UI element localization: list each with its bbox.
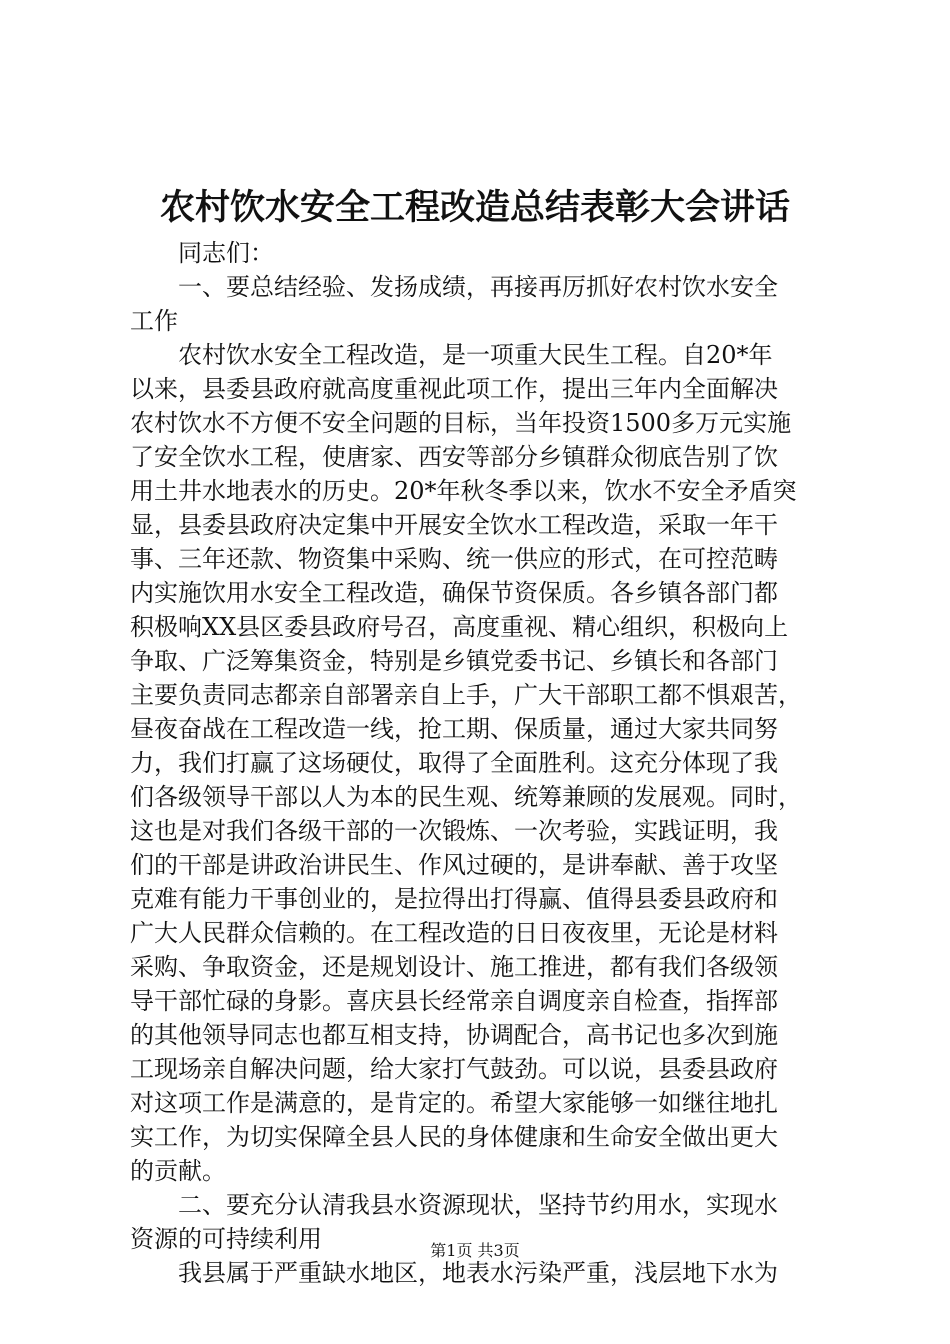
body-line: 们各级领导干部以人为本的民生观、统筹兼顾的发展观。同时， <box>130 783 802 811</box>
body-line: 显，县委县政府决定集中开展安全饮水工程改造，采取一年干 <box>130 511 778 539</box>
body-line: 工作 <box>130 307 178 335</box>
document-body <box>130 236 830 1290</box>
body-line: 内实施饮用水安全工程改造，确保节资保质。各乡镇各部门都 <box>130 579 778 607</box>
body-line: 农村饮水安全工程改造，是一项重大民生工程。自20*年 <box>130 341 773 369</box>
body-line: 主要负责同志都亲自部署亲自上手，广大干部职工都不惧艰苦， <box>130 681 802 709</box>
body-line: 的其他领导同志也都互相支持，协调配合，高书记也多次到施 <box>130 1021 778 1049</box>
body-line: 工现场亲自解决问题，给大家打气鼓劲。可以说，县委县政府 <box>130 1055 778 1083</box>
body-line: 广大人民群众信赖的。在工程改造的日日夜夜里，无论是材料 <box>130 919 778 947</box>
body-line: 的贡献。 <box>130 1157 226 1185</box>
body-line: 对这项工作是满意的，是肯定的。希望大家能够一如继往地扎 <box>130 1089 778 1117</box>
body-line: 采购、争取资金，还是规划设计、施工推进，都有我们各级领 <box>130 953 778 981</box>
body-line: 二、要充分认清我县水资源现状，坚持节约用水，实现水 <box>130 1191 778 1219</box>
body-line: 了安全饮水工程，使唐家、西安等部分乡镇群众彻底告别了饮 <box>130 443 778 471</box>
body-line: 同志们： <box>130 239 274 267</box>
body-line: 实工作，为切实保障全县人民的身体健康和生命安全做出更大 <box>130 1123 778 1151</box>
body-line: 积极响XX县区委县政府号召，高度重视、精心组织，积极向上 <box>130 613 789 641</box>
document-title: 农村饮水安全工程改造总结表彰大会讲话 <box>159 187 790 228</box>
body-line: 以来，县委县政府就高度重视此项工作，提出三年内全面解决 <box>130 375 778 403</box>
body-line: 一、要总结经验、发扬成绩，再接再厉抓好农村饮水安全 <box>130 273 778 301</box>
body-line: 力，我们打赢了这场硬仗，取得了全面胜利。这充分体现了我 <box>130 749 778 777</box>
body-line: 这也是对我们各级干部的一次锻炼、一次考验，实践证明，我 <box>130 817 778 845</box>
body-line: 我县属于严重缺水地区，地表水污染严重，浅层地下水为 <box>130 1259 778 1287</box>
body-line: 资源的可持续利用 <box>130 1225 322 1253</box>
body-line: 们的干部是讲政治讲民生、作风过硬的，是讲奉献、善于攻坚 <box>130 851 778 879</box>
body-line: 用土井水地表水的历史。20*年秋冬季以来，饮水不安全矛盾突 <box>130 477 797 505</box>
page-footer: 第1页 共3页 <box>430 1241 520 1260</box>
body-line: 农村饮水不方便不安全问题的目标，当年投资1500多万元实施 <box>130 409 792 437</box>
body-line: 争取、广泛筹集资金，特别是乡镇党委书记、乡镇长和各部门 <box>130 647 778 675</box>
body-line: 昼夜奋战在工程改造一线，抢工期、保质量，通过大家共同努 <box>130 715 778 743</box>
body-line: 事、三年还款、物资集中采购、统一供应的形式，在可控范畴 <box>130 545 778 573</box>
body-line: 导干部忙碌的身影。喜庆县长经常亲自调度亲自检查，指挥部 <box>130 987 778 1015</box>
body-line: 克难有能力干事创业的，是拉得出打得赢、值得县委县政府和 <box>130 885 778 913</box>
